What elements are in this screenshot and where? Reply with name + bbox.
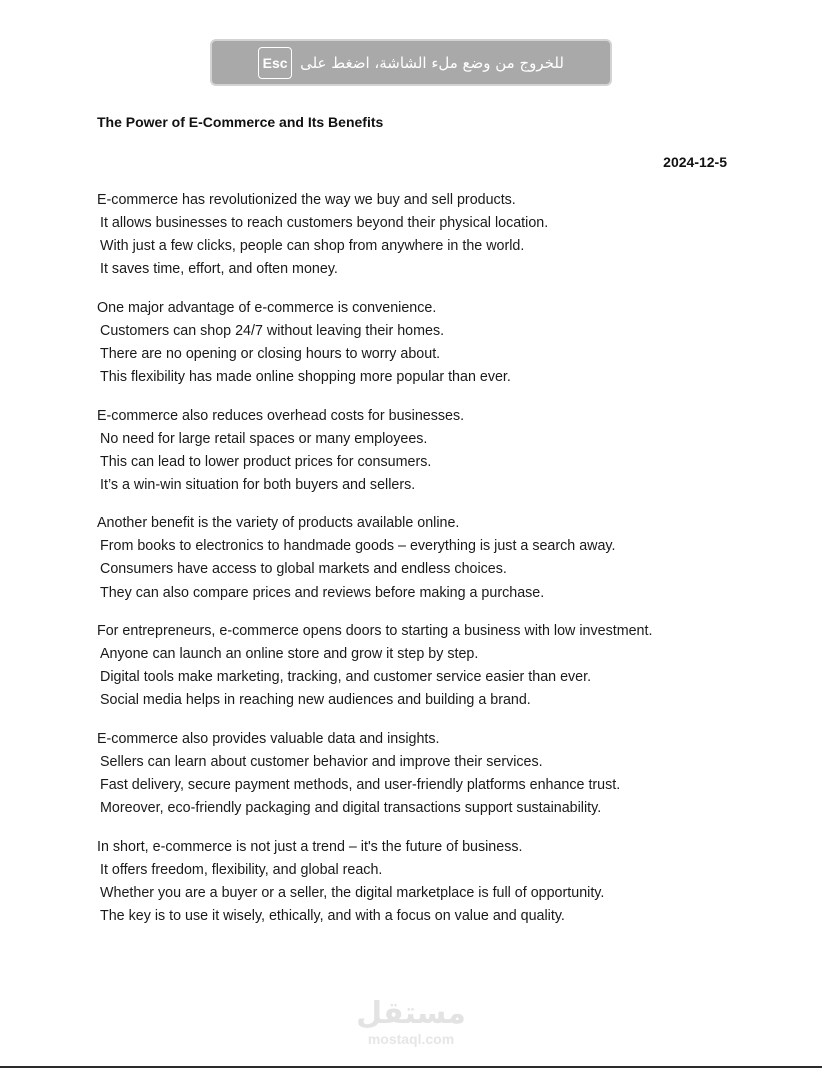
paragraph-line: No need for large retail spaces or many employees. bbox=[100, 430, 428, 447]
paragraph-line: With just a few clicks, people can shop from anywhere in the world. bbox=[100, 238, 525, 255]
paragraph-line: This flexibility has made online shopping more popular than ever. bbox=[100, 369, 511, 386]
paragraph-line: Social media helps in reaching new audiences and building a brand. bbox=[100, 692, 531, 709]
watermark-domain: mostaql.com bbox=[367, 1031, 455, 1047]
paragraph-line: Fast delivery, secure payment methods, and user-friendly platforms enhance trust. bbox=[100, 777, 621, 794]
paragraph-line: It saves time, effort, and often money. bbox=[100, 261, 338, 278]
paragraph bbox=[97, 728, 757, 820]
paragraph bbox=[97, 297, 757, 389]
fullscreen-exit-banner bbox=[210, 39, 612, 86]
paragraph-line: Another benefit is the variety of products available online. bbox=[97, 515, 460, 532]
paragraph bbox=[97, 836, 757, 928]
mostaql-watermark bbox=[0, 997, 822, 1047]
esc-key-badge: Esc bbox=[258, 47, 292, 79]
page-bottom-border bbox=[0, 1066, 822, 1068]
paragraph-line: Consumers have access to global markets and endless choices. bbox=[100, 561, 507, 578]
paragraph-line: There are no opening or closing hours to worry about. bbox=[100, 345, 441, 362]
paragraph-line: Sellers can learn about customer behavior and improve their services. bbox=[100, 753, 543, 770]
paragraph bbox=[97, 512, 757, 604]
paragraph-line: Anyone can launch an online store and grow it step by step. bbox=[100, 646, 479, 663]
paragraph-line: They can also compare prices and reviews before making a purchase. bbox=[100, 584, 545, 601]
paragraph-line: In short, e-commerce is not just a trend – it's the future of business. bbox=[97, 838, 523, 855]
paragraph-line: For entrepreneurs, e-commerce opens doors to starting a business with low investment. bbox=[97, 623, 653, 640]
paragraph-line: E-commerce has revolutionized the way we buy and sell products. bbox=[97, 192, 516, 208]
paragraph bbox=[97, 405, 757, 497]
document-date: 2024-12-5 bbox=[663, 154, 727, 170]
paragraph-line: From books to electronics to handmade goods – everything is just a search away. bbox=[100, 538, 616, 555]
paragraph-line: E-commerce also provides valuable data and insights. bbox=[97, 730, 440, 747]
paragraph-line: It’s a win-win situation for both buyers and sellers. bbox=[100, 476, 416, 493]
paragraph bbox=[97, 620, 757, 712]
paragraph bbox=[97, 189, 757, 281]
paragraph-line: Customers can shop 24/7 without leaving their homes. bbox=[100, 322, 445, 339]
paragraph-line: One major advantage of e-commerce is convenience. bbox=[97, 299, 437, 316]
paragraph-line: It allows businesses to reach customers beyond their physical location. bbox=[100, 215, 549, 232]
watermark-logo-arabic: مستقل bbox=[356, 996, 466, 1031]
document-title: The Power of E-Commerce and Its Benefits bbox=[97, 114, 384, 130]
paragraph-line: Digital tools make marketing, tracking, and customer service easier than ever. bbox=[100, 669, 592, 686]
fullscreen-exit-message: للخروج من وضع ملء الشاشة، اضغط على bbox=[300, 53, 564, 72]
document-body bbox=[97, 189, 757, 943]
paragraph-line: E-commerce also reduces overhead costs for businesses. bbox=[97, 407, 465, 424]
paragraph-line: This can lead to lower product prices for consumers. bbox=[100, 453, 432, 470]
paragraph-line: Whether you are a buyer or a seller, the digital marketplace is full of opportunity. bbox=[100, 884, 605, 901]
paragraph-line: The key is to use it wisely, ethically, and with a focus on value and quality. bbox=[100, 907, 565, 924]
paragraph-line: Moreover, eco-friendly packaging and digital transactions support sustainability. bbox=[100, 800, 602, 817]
paragraph-line: It offers freedom, flexibility, and global reach. bbox=[100, 861, 383, 878]
